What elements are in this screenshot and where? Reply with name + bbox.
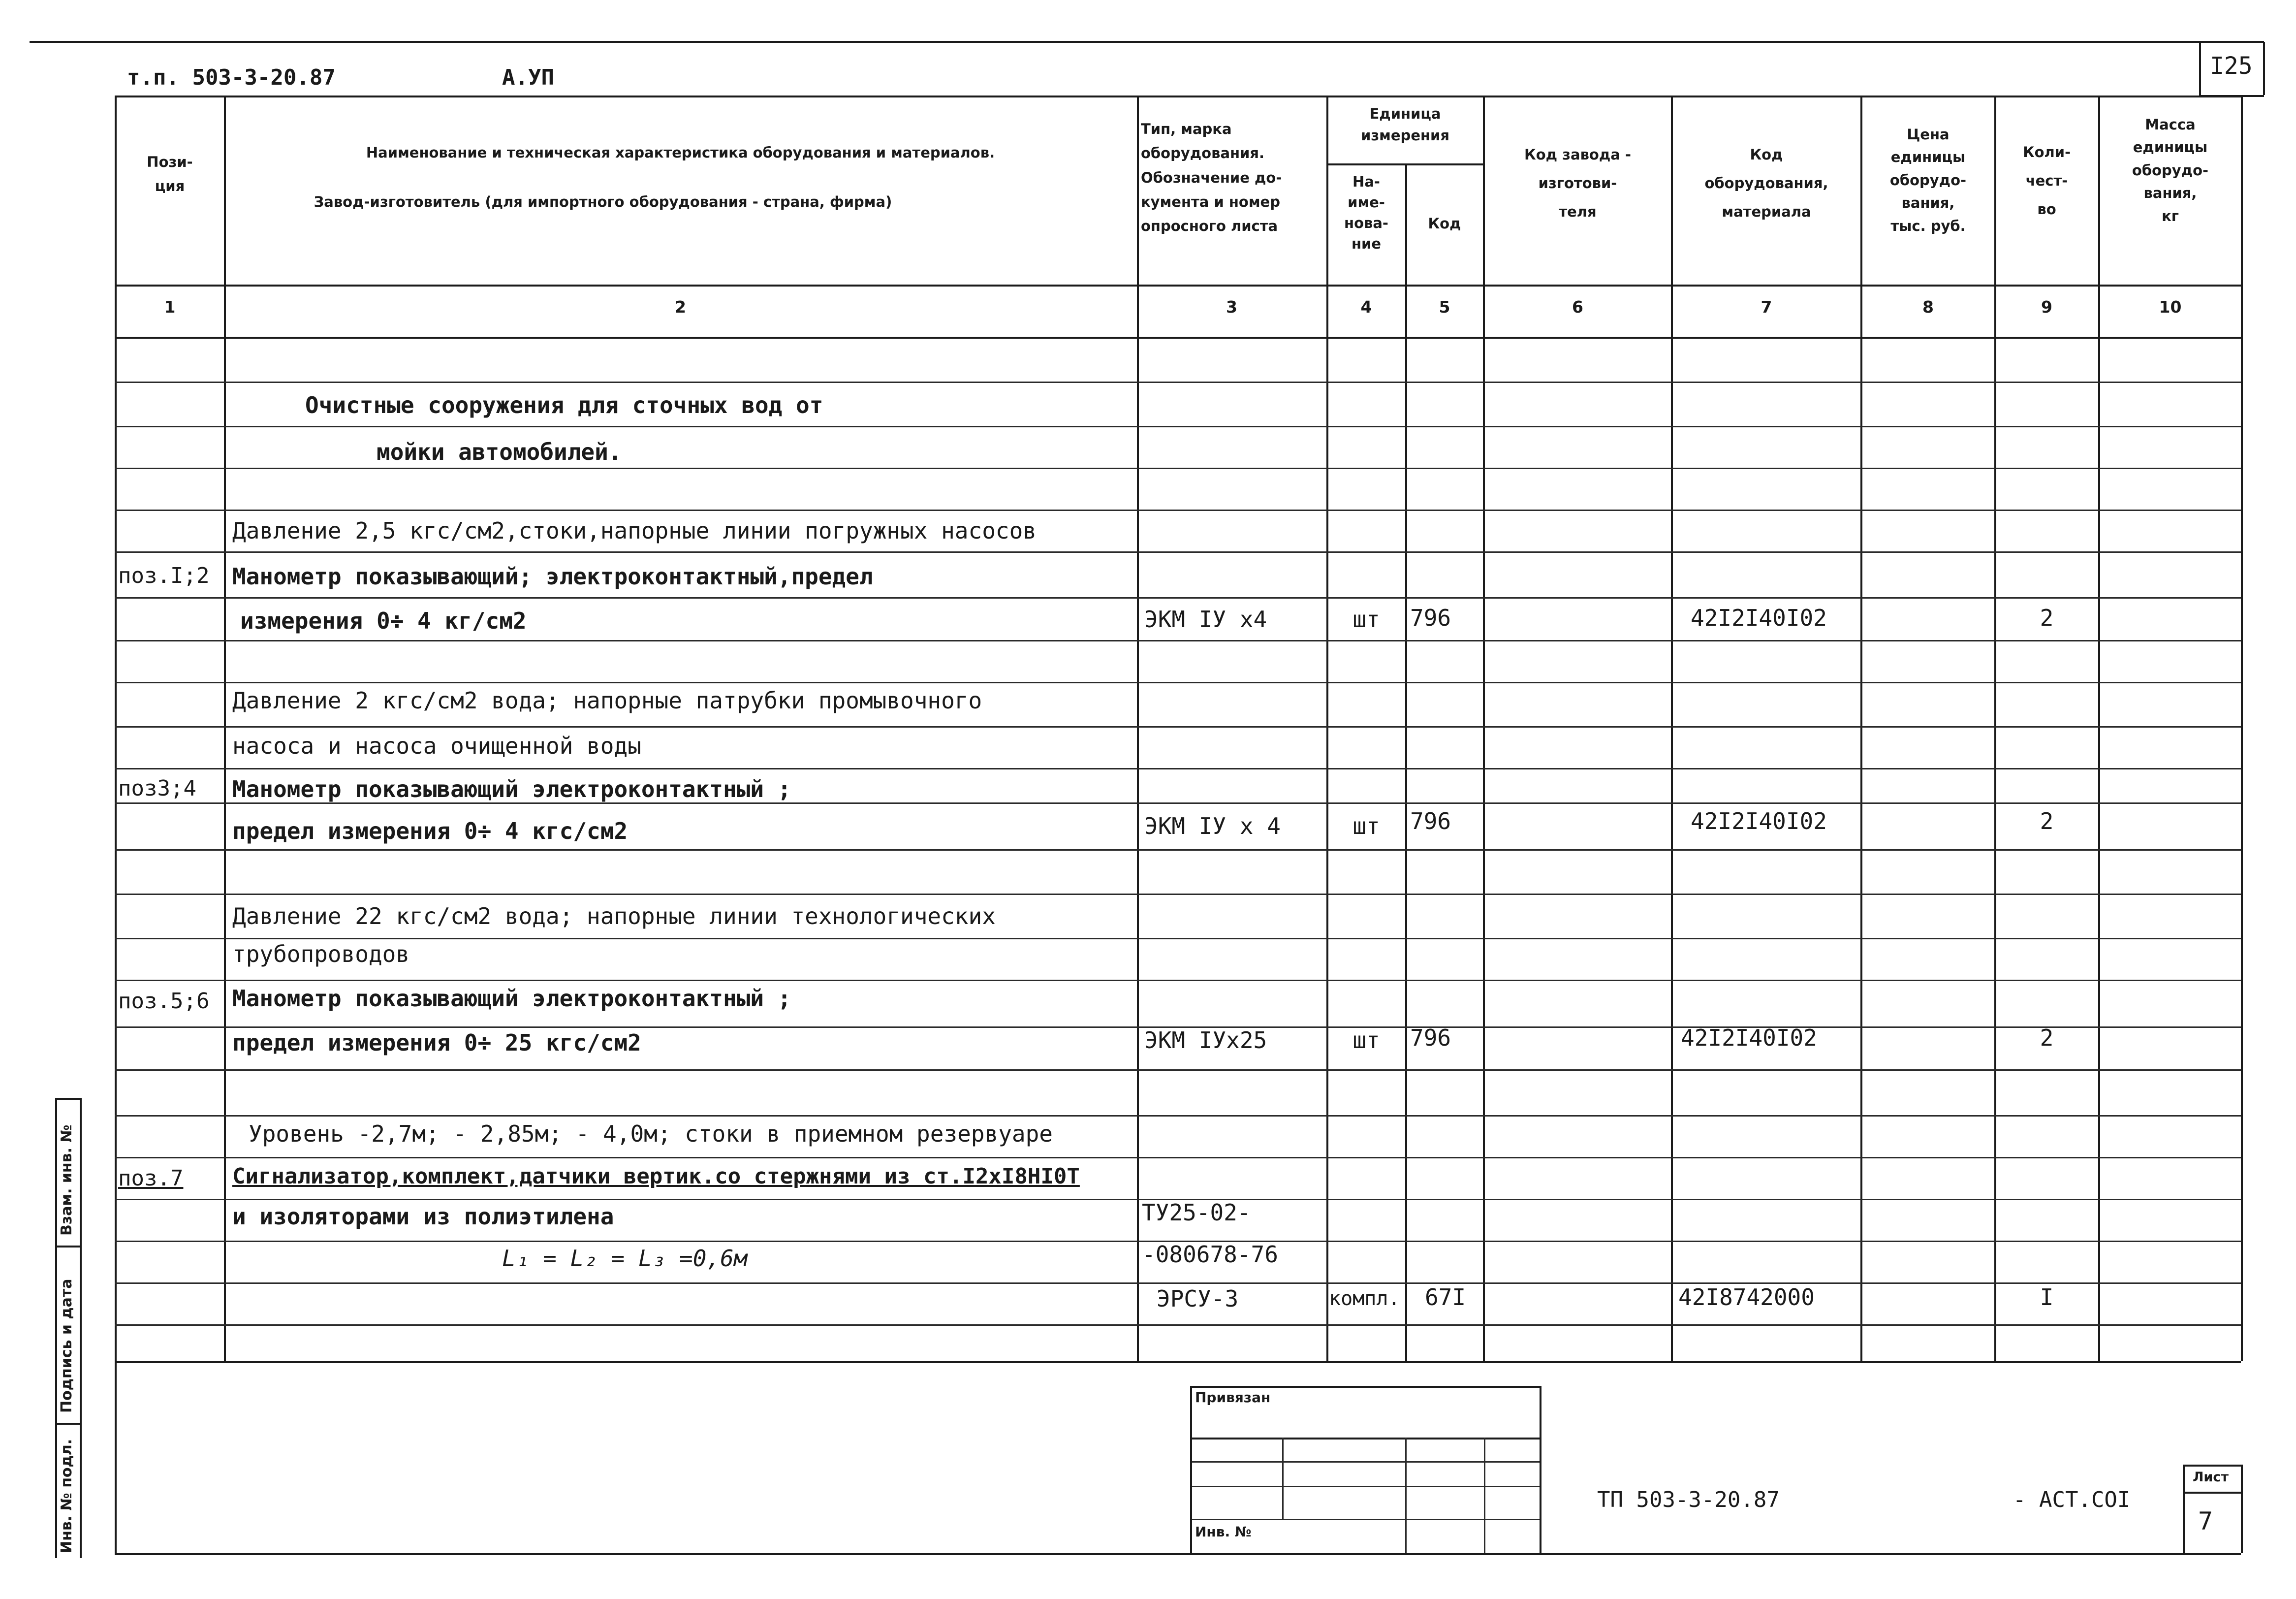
list-box-left xyxy=(2183,1465,2185,1553)
list-box-top xyxy=(2183,1465,2241,1467)
bottom-frame-left xyxy=(115,1361,117,1553)
inv-no-label: Инв. № xyxy=(1195,1524,1252,1540)
table-top xyxy=(115,96,2241,97)
s3-position: поз.5;6 xyxy=(118,989,210,1014)
header-pos: Пози- ция xyxy=(147,154,193,195)
row-line xyxy=(115,510,2241,511)
s4-unit-code: 67I xyxy=(1425,1284,1466,1311)
row-line xyxy=(115,551,2241,553)
s4-item-line1: Сигнализатор,комплект,датчики вертик.со стержнями из ст.I2хI8HI0Т xyxy=(232,1164,1080,1189)
col-line-9 xyxy=(2098,96,2100,1361)
privyazan-line4 xyxy=(1190,1519,1540,1520)
col-number-10: 10 xyxy=(2159,297,2182,317)
row-line xyxy=(115,802,2241,804)
header-unit: Единица измерения xyxy=(1361,105,1449,144)
s3-heading-line2: трубопроводов xyxy=(232,941,410,967)
s2-type: ЭКМ IУ х 4 xyxy=(1144,813,1281,839)
s3-item-line2: предел измерения 0÷ 25 кгс/см2 xyxy=(232,1029,641,1056)
col-number-3: 3 xyxy=(1226,297,1237,317)
side-label-sign-date: Подпись и дата xyxy=(58,1279,75,1413)
privyazan-line2 xyxy=(1190,1461,1540,1463)
s4-position: поз.7 xyxy=(118,1166,184,1191)
sheet-number: I25 xyxy=(2210,52,2253,80)
col-line-2 xyxy=(1137,96,1139,1361)
side-stamp-mid xyxy=(80,1098,82,1558)
s1-equip-code: 42I2I40I02 xyxy=(1691,605,1827,631)
s1-type: ЭКМ IУ х4 xyxy=(1144,606,1267,633)
s4-type-line2: -080678-76 xyxy=(1142,1241,1278,1268)
s4-item-line3: L₁ = L₂ = L₃ =0,6м xyxy=(502,1245,748,1272)
col-line-8 xyxy=(1994,96,1996,1361)
bottom-frame-line xyxy=(115,1553,2241,1555)
col-line-0 xyxy=(115,96,117,1361)
header-mass: Масса единицы оборудо- вания, кг xyxy=(2132,116,2209,224)
row-line xyxy=(115,1069,2241,1071)
privyazan-col3 xyxy=(1484,1438,1485,1553)
s2-equip-code: 42I2I40I02 xyxy=(1691,808,1827,834)
s1-heading: Давление 2,5 кгс/см2,стоки,напорные линии погружных насосов xyxy=(232,517,1037,544)
s1-unit: шт xyxy=(1352,606,1380,633)
side-stamp-div1 xyxy=(55,1246,81,1247)
col-line-1 xyxy=(224,96,226,1361)
numbers-bottom xyxy=(115,337,2241,339)
list-box-mid xyxy=(2183,1492,2241,1494)
row-line xyxy=(115,1324,2241,1326)
s4-qty: I xyxy=(2040,1284,2054,1311)
project-code: т.п. 503-3-20.87 xyxy=(127,65,336,90)
s3-unit: шт xyxy=(1352,1027,1380,1054)
header-equip-code: Код оборудования, материала xyxy=(1704,146,1828,220)
s3-unit-code: 796 xyxy=(1410,1024,1451,1051)
row-line xyxy=(115,768,2241,769)
side-stamp-top xyxy=(55,1098,81,1100)
col-number-9: 9 xyxy=(2041,297,2052,317)
col-line-6 xyxy=(1671,96,1673,1361)
col-number-7: 7 xyxy=(1761,297,1772,317)
section-title-line2: мойки автомобилей. xyxy=(377,439,622,465)
s2-heading-line2: насоса и насоса очищенной воды xyxy=(232,733,641,759)
s4-type-line1: ТУ25-02- xyxy=(1142,1199,1251,1226)
header-unit-code: Код xyxy=(1428,215,1461,232)
s1-unit-code: 796 xyxy=(1410,605,1451,631)
row-line xyxy=(115,980,2241,981)
s3-heading-line1: Давление 22 кгс/см2 вода; напорные линии технологических xyxy=(232,903,996,929)
row-line xyxy=(115,849,2241,851)
col-line-7 xyxy=(1860,96,1862,1361)
row-line xyxy=(115,426,2241,427)
s2-qty: 2 xyxy=(2040,808,2054,834)
list-label: Лист xyxy=(2193,1470,2229,1485)
col-number-2: 2 xyxy=(675,297,686,317)
s3-equip-code: 42I2I40I02 xyxy=(1681,1024,1817,1051)
col-line-10 xyxy=(2241,96,2243,1361)
header-name-line2: Завод-изготовитель (для импортного оборудования - страна, фирма) xyxy=(314,193,892,210)
privyazan-label: Привязан xyxy=(1195,1389,1271,1406)
s4-unit: компл. xyxy=(1329,1287,1400,1310)
row-line xyxy=(115,597,2241,599)
table-bottom xyxy=(115,1361,2241,1363)
s2-item-line2: предел измерения 0÷ 4 кгс/см2 xyxy=(232,818,628,844)
privyazan-col1 xyxy=(1282,1438,1284,1519)
header-unit-name: На- име- нова- ние xyxy=(1344,173,1388,253)
col-number-6: 6 xyxy=(1572,297,1583,317)
col-line-4 xyxy=(1405,163,1407,1361)
col-number-1: 1 xyxy=(164,297,176,317)
col-number-8: 8 xyxy=(1922,297,1934,317)
privyazan-right xyxy=(1540,1386,1541,1553)
header-price: Цена единицы оборудо- вания, тыс. руб. xyxy=(1889,126,1967,234)
row-line xyxy=(115,726,2241,728)
s2-position: поз3;4 xyxy=(118,776,196,801)
s4-heading: Уровень -2,7м; - 2,85м; - 4,0м; стоки в приемном резервуаре xyxy=(249,1120,1053,1147)
row-line xyxy=(115,894,2241,895)
s3-item-line1: Манометр показывающий электроконтактный ; xyxy=(232,985,791,1012)
col-number-5: 5 xyxy=(1439,297,1450,317)
doc-suffix: - АСТ.СОI xyxy=(2013,1487,2131,1512)
side-label-inv-vzam: Взам. инв. № xyxy=(58,1124,75,1236)
privyazan-left xyxy=(1190,1386,1192,1553)
s1-position: поз.I;2 xyxy=(118,563,210,588)
col-line-3 xyxy=(1326,96,1328,1361)
s2-unit-code: 796 xyxy=(1410,808,1451,834)
side-stamp-left xyxy=(55,1098,57,1558)
side-label-inv-podl: Инв. № подл. xyxy=(58,1439,75,1553)
row-line xyxy=(115,1157,2241,1158)
privyazan-line1 xyxy=(1190,1438,1540,1439)
list-number: 7 xyxy=(2198,1507,2213,1535)
s2-unit: шт xyxy=(1352,813,1380,839)
row-line xyxy=(115,1282,2241,1284)
header-name-line1: Наименование и техническая характеристика оборудования и материалов. xyxy=(366,144,995,161)
album-code: А.УП xyxy=(502,65,554,90)
s4-equip-code: 42I8742000 xyxy=(1678,1284,1815,1311)
s1-qty: 2 xyxy=(2040,605,2054,631)
side-stamp-div2 xyxy=(55,1423,81,1425)
privyazan-col2 xyxy=(1405,1438,1407,1553)
header-qty: Коли- чест- во xyxy=(2022,144,2071,218)
col-line-5 xyxy=(1483,96,1485,1361)
row-line xyxy=(115,682,2241,683)
row-line xyxy=(115,938,2241,939)
row-line xyxy=(115,640,2241,641)
header-type: Тип, марка оборудования. Обозначение до- кумента и номер опросного листа xyxy=(1141,121,1282,235)
sheet-box-left xyxy=(2199,42,2201,95)
row-line xyxy=(115,1115,2241,1117)
header-bottom xyxy=(115,285,2241,287)
section-title-line1: Очистные сооружения для сточных вод от xyxy=(305,392,823,418)
privyazan-line3 xyxy=(1190,1486,1540,1487)
s1-item-line2: измерения 0÷ 4 кг/см2 xyxy=(240,608,527,634)
row-line xyxy=(115,382,2241,383)
s3-type: ЭКМ IУх25 xyxy=(1144,1027,1267,1054)
unit-subheader-line xyxy=(1326,163,1483,165)
header-plant-code: Код завода - изготови- теля xyxy=(1524,146,1631,220)
list-box-right xyxy=(2241,1465,2243,1553)
row-line xyxy=(115,468,2241,469)
s1-item-line1: Манометр показывающий; электроконтактный,предел xyxy=(232,563,873,590)
s4-type-line3: ЭРСУ-3 xyxy=(1157,1285,1239,1312)
s2-heading-line1: Давление 2 кгс/см2 вода; напорные патрубки промывочного xyxy=(232,687,982,714)
s3-qty: 2 xyxy=(2040,1024,2054,1051)
s2-item-line1: Манометр показывающий электроконтактный ; xyxy=(232,776,791,802)
top-border xyxy=(30,41,2264,43)
sheet-box-right xyxy=(2263,42,2265,95)
col-number-4: 4 xyxy=(1360,297,1372,317)
doc-code: ТП 503-3-20.87 xyxy=(1597,1487,1780,1512)
s4-item-line2: и изоляторами из полиэтилена xyxy=(232,1203,614,1230)
privyazan-top xyxy=(1190,1386,1540,1388)
